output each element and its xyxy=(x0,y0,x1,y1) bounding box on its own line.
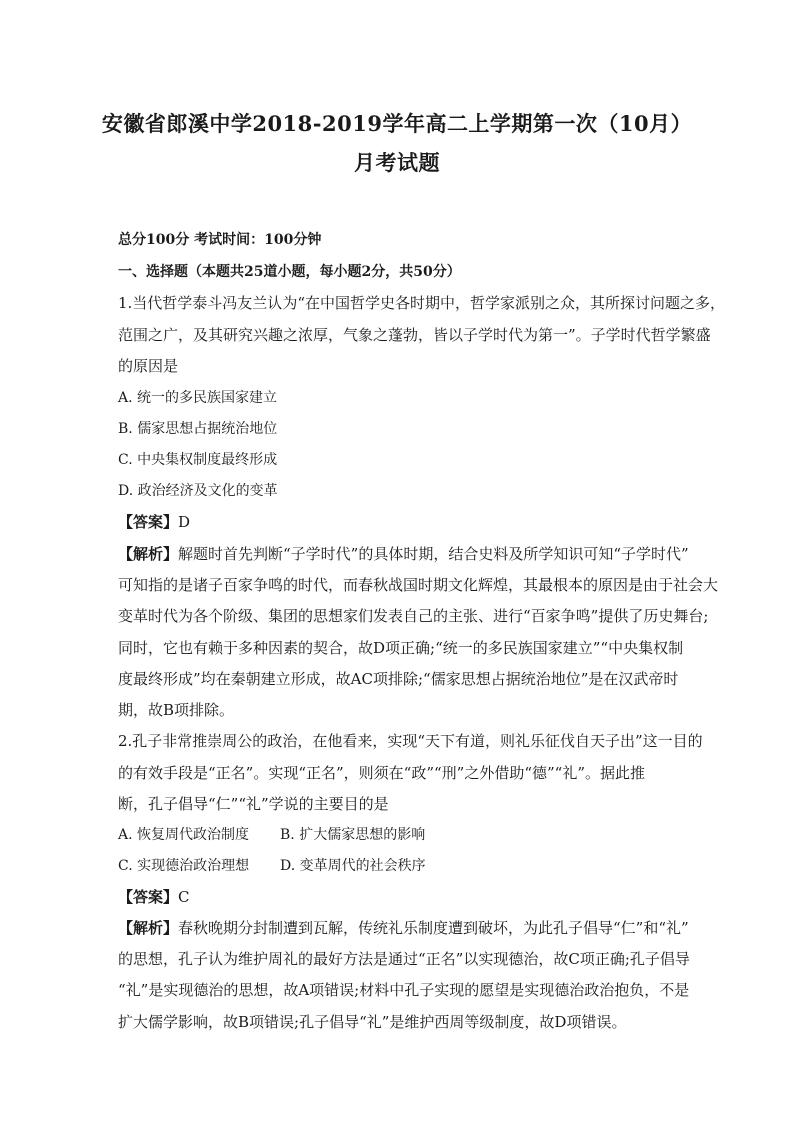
q2-option-b: B. 扩大儒家思想的影响 xyxy=(280,827,426,843)
document-title-line2: 月考试题 xyxy=(354,150,440,175)
analysis-text: 解题时首先判断“子学时代”的具体时期，结合史料及所学知识可知“子学时代” xyxy=(178,545,689,563)
analysis-tag: 【解析】 xyxy=(118,545,179,563)
analysis-text: 春秋晚期分封制遭到瓦解，传统礼乐制度遭到破坏，为此孔子倡导“仁”和“礼” xyxy=(178,919,689,937)
q2-option-d: D. 变革周代的社会秩序 xyxy=(280,858,426,874)
q2-stem-line: 2.孔子非常推崇周公的政治，在他看来，实现“天下有道，则礼乐征伐自天子出”这一目的 xyxy=(118,732,703,750)
q1-analysis-line: 变革时代为各个阶级、集团的思想家们发表自己的主张、进行“百家争鸣”提供了历史舞台; xyxy=(118,607,709,625)
q1-analysis-line: 度最终形成”均在秦朝建立形成，故AC项排除;“儒家思想占据统治地位”是在汉武帝时 xyxy=(118,670,679,688)
q2-answer xyxy=(118,886,190,907)
q2-options-row xyxy=(118,824,426,844)
q1-analysis-line: 同时，它也有赖于多种因素的契合，故D项正确;“统一的多民族国家建立”“中央集权制 xyxy=(118,639,684,657)
analysis-tag: 【解析】 xyxy=(118,919,179,937)
answer-tag: 【答案】 xyxy=(118,513,179,531)
answer-value: D xyxy=(178,513,191,531)
q1-option-a: A. 统一的多民族国家建立 xyxy=(118,390,278,406)
q2-option-a: A. 恢复周代政治制度 xyxy=(118,827,250,843)
exam-meta: 总分100分 考试时间：100分钟 xyxy=(118,232,322,248)
q2-analysis-line: “礼”是实现德治的思想，故A项错误;材料中孔子实现的愿望是实现德治政治抱负，不是 xyxy=(118,981,690,999)
q1-analysis-line: 期，故B项排除。 xyxy=(118,701,235,719)
q2-analysis-line: 扩大儒学影响，故B项错误;孔子倡导“礼”是维护西周等级制度，故D项错误。 xyxy=(118,1013,627,1031)
document-title-line1: 安徽省郎溪中学2018-2019学年高二上学期第一次（10月） xyxy=(101,111,693,136)
q2-option-c: C. 实现德治政治理想 xyxy=(118,858,250,874)
q1-option-c: C. 中央集权制度最终形成 xyxy=(118,452,278,468)
q1-stem-line: 范围之广，及其研究兴趣之浓厚，气象之蓬勃，皆以子学时代为第一”。子学时代哲学繁盛 xyxy=(118,326,711,344)
q1-analysis-line: 可知指的是诸子百家争鸣的时代，而春秋战国时期文化辉煌，其最根本的原因是由于社会大 xyxy=(118,576,719,594)
answer-tag: 【答案】 xyxy=(118,888,179,906)
q1-stem-line: 1.当代哲学泰斗冯友兰认为“在中国哲学史各时期中，哲学家派别之众，其所探讨问题之多， xyxy=(118,294,725,312)
q1-option-d: D. 政治经济及文化的变革 xyxy=(118,483,278,499)
q2-stem-line: 断，孔子倡导“仁”“礼”学说的主要目的是 xyxy=(118,795,389,813)
section-heading: 一、选择题（本题共25道小题，每小题2分，共50分） xyxy=(118,264,461,280)
q1-answer xyxy=(118,511,190,532)
q2-analysis-line: 的思想，孔子认为维护周礼的最好方法是通过“正名”以实现德治，故C项正确;孔子倡导 xyxy=(118,950,690,968)
q2-analysis-line xyxy=(118,917,689,938)
q1-option-b: B. 儒家思想占据统治地位 xyxy=(118,421,278,437)
q2-stem-line: 的有效手段是“正名”。实现“正名”，则须在“政”“刑”之外借助“德”“礼”。据此推 xyxy=(118,764,646,782)
q2-options-row xyxy=(118,855,426,875)
q1-analysis-line xyxy=(118,543,689,564)
q1-stem-line: 的原因是 xyxy=(118,357,179,375)
answer-value: C xyxy=(178,888,190,906)
